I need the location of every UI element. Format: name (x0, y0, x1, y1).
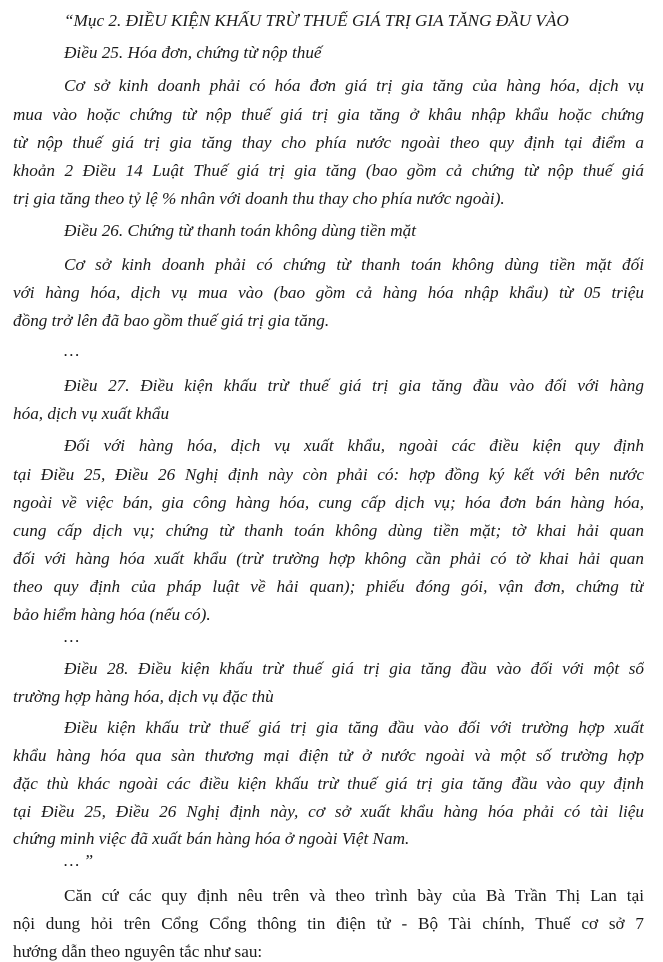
article-28-line: tại Điều 25, Điều 26 Nghị định này, cơ sở xuất khẩu hàng hóa phải có tài liệu (13, 803, 644, 821)
article-28-line: chứng minh việc đã xuất bán hàng hóa ở ngoài Việt Nam. (13, 829, 410, 848)
article-26-line: đồng trở lên đã bao gồm thuế giá trị gia tăng. (13, 311, 330, 330)
article-27-line: bảo hiểm hàng hóa (nếu có). (13, 605, 211, 624)
article-25-line: từ nộp thuế giá trị gia tăng thay cho phía nước ngoài theo quy định tại điểm a (13, 134, 644, 152)
article-26-line: với hàng hóa, dịch vụ mua vào (bao gồm cả hàng hóa nhập khẩu) từ 05 triệu (13, 284, 644, 302)
section-heading: “Mục 2. ĐIỀU KIỆN KHẤU TRỪ THUẾ GIÁ TRỊ GIA TĂNG ĐẦU VÀO (64, 11, 569, 30)
article-27-line: tại Điều 25, Điều 26 Nghị định này còn phải có: hợp đồng ký kết với bên nước (13, 466, 644, 484)
article-27-line: ngoài về việc bán, gia công hàng hóa, cung cấp dịch vụ; hóa đơn bán hàng hóa, (13, 494, 644, 512)
article-27-line: đối với hàng hóa xuất khẩu (trừ trường hợp không cần phải có tờ khai hải quan (13, 550, 644, 568)
closing-line: nội dung hỏi trên Cổng Cổng thông tin điện tử - Bộ Tài chính, Thuế cơ sở 7 (13, 915, 644, 933)
article-26-line: Cơ sở kinh doanh phải có chứng từ thanh toán không dùng tiền mặt đối (64, 256, 644, 274)
article-28-title: trường hợp hàng hóa, dịch vụ đặc thù (13, 687, 274, 706)
article-28-line: Điều kiện khấu trừ thuế giá trị gia tăng đầu vào đối với trường hợp xuất (64, 719, 644, 737)
ellipsis-closing-quote: … ” (64, 851, 94, 870)
article-27-line: Đối với hàng hóa, dịch vụ xuất khẩu, ngoài các điều kiện quy định (64, 437, 644, 455)
article-27-title: hóa, dịch vụ xuất khẩu (13, 404, 170, 423)
article-25-line: khoản 2 Điều 14 Luật Thuế giá trị gia tăng (bao gồm cả chứng từ nộp thuế giá (13, 162, 644, 180)
article-28-line: đặc thù khác ngoài các điều kiện khấu trừ thuế giá trị gia tăng đầu vào quy định (13, 775, 644, 793)
article-27-line: theo quy định của pháp luật về hải quan); phiếu đóng gói, vận đơn, chứng từ (13, 578, 644, 596)
closing-line: hướng dẫn theo nguyên tắc như sau: (13, 942, 263, 961)
article-25-line: trị gia tăng theo tỷ lệ % nhân với doanh thu thay cho phía nước ngoài). (13, 189, 505, 208)
article-27-line: cung cấp dịch vụ; chứng từ thanh toán không dùng tiền mặt; tờ khai hải quan (13, 522, 644, 540)
ellipsis: … (64, 341, 80, 360)
article-25-line: mua vào hoặc chứng từ nộp thuế giá trị gia tăng ở khâu nhập khẩu hoặc chứng (13, 106, 644, 124)
ellipsis: … (64, 627, 80, 646)
closing-line: Căn cứ các quy định nêu trên và theo trình bày của Bà Trần Thị Lan tại (64, 887, 644, 905)
article-28-title: Điều 28. Điều kiện khấu trừ thuế giá trị gia tăng đầu vào đối với một số (64, 660, 644, 678)
article-28-line: khẩu hàng hóa qua sàn thương mại điện tử ở nước ngoài và một số trường hợp (13, 747, 644, 765)
article-25-title: Điều 25. Hóa đơn, chứng từ nộp thuế (64, 43, 322, 62)
article-26-title: Điều 26. Chứng từ thanh toán không dùng tiền mặt (64, 221, 416, 240)
article-25-line: Cơ sở kinh doanh phải có hóa đơn giá trị gia tăng của hàng hóa, dịch vụ (64, 77, 644, 95)
article-27-title: Điều 27. Điều kiện khấu trừ thuế giá trị gia tăng đầu vào đối với hàng (64, 377, 644, 395)
